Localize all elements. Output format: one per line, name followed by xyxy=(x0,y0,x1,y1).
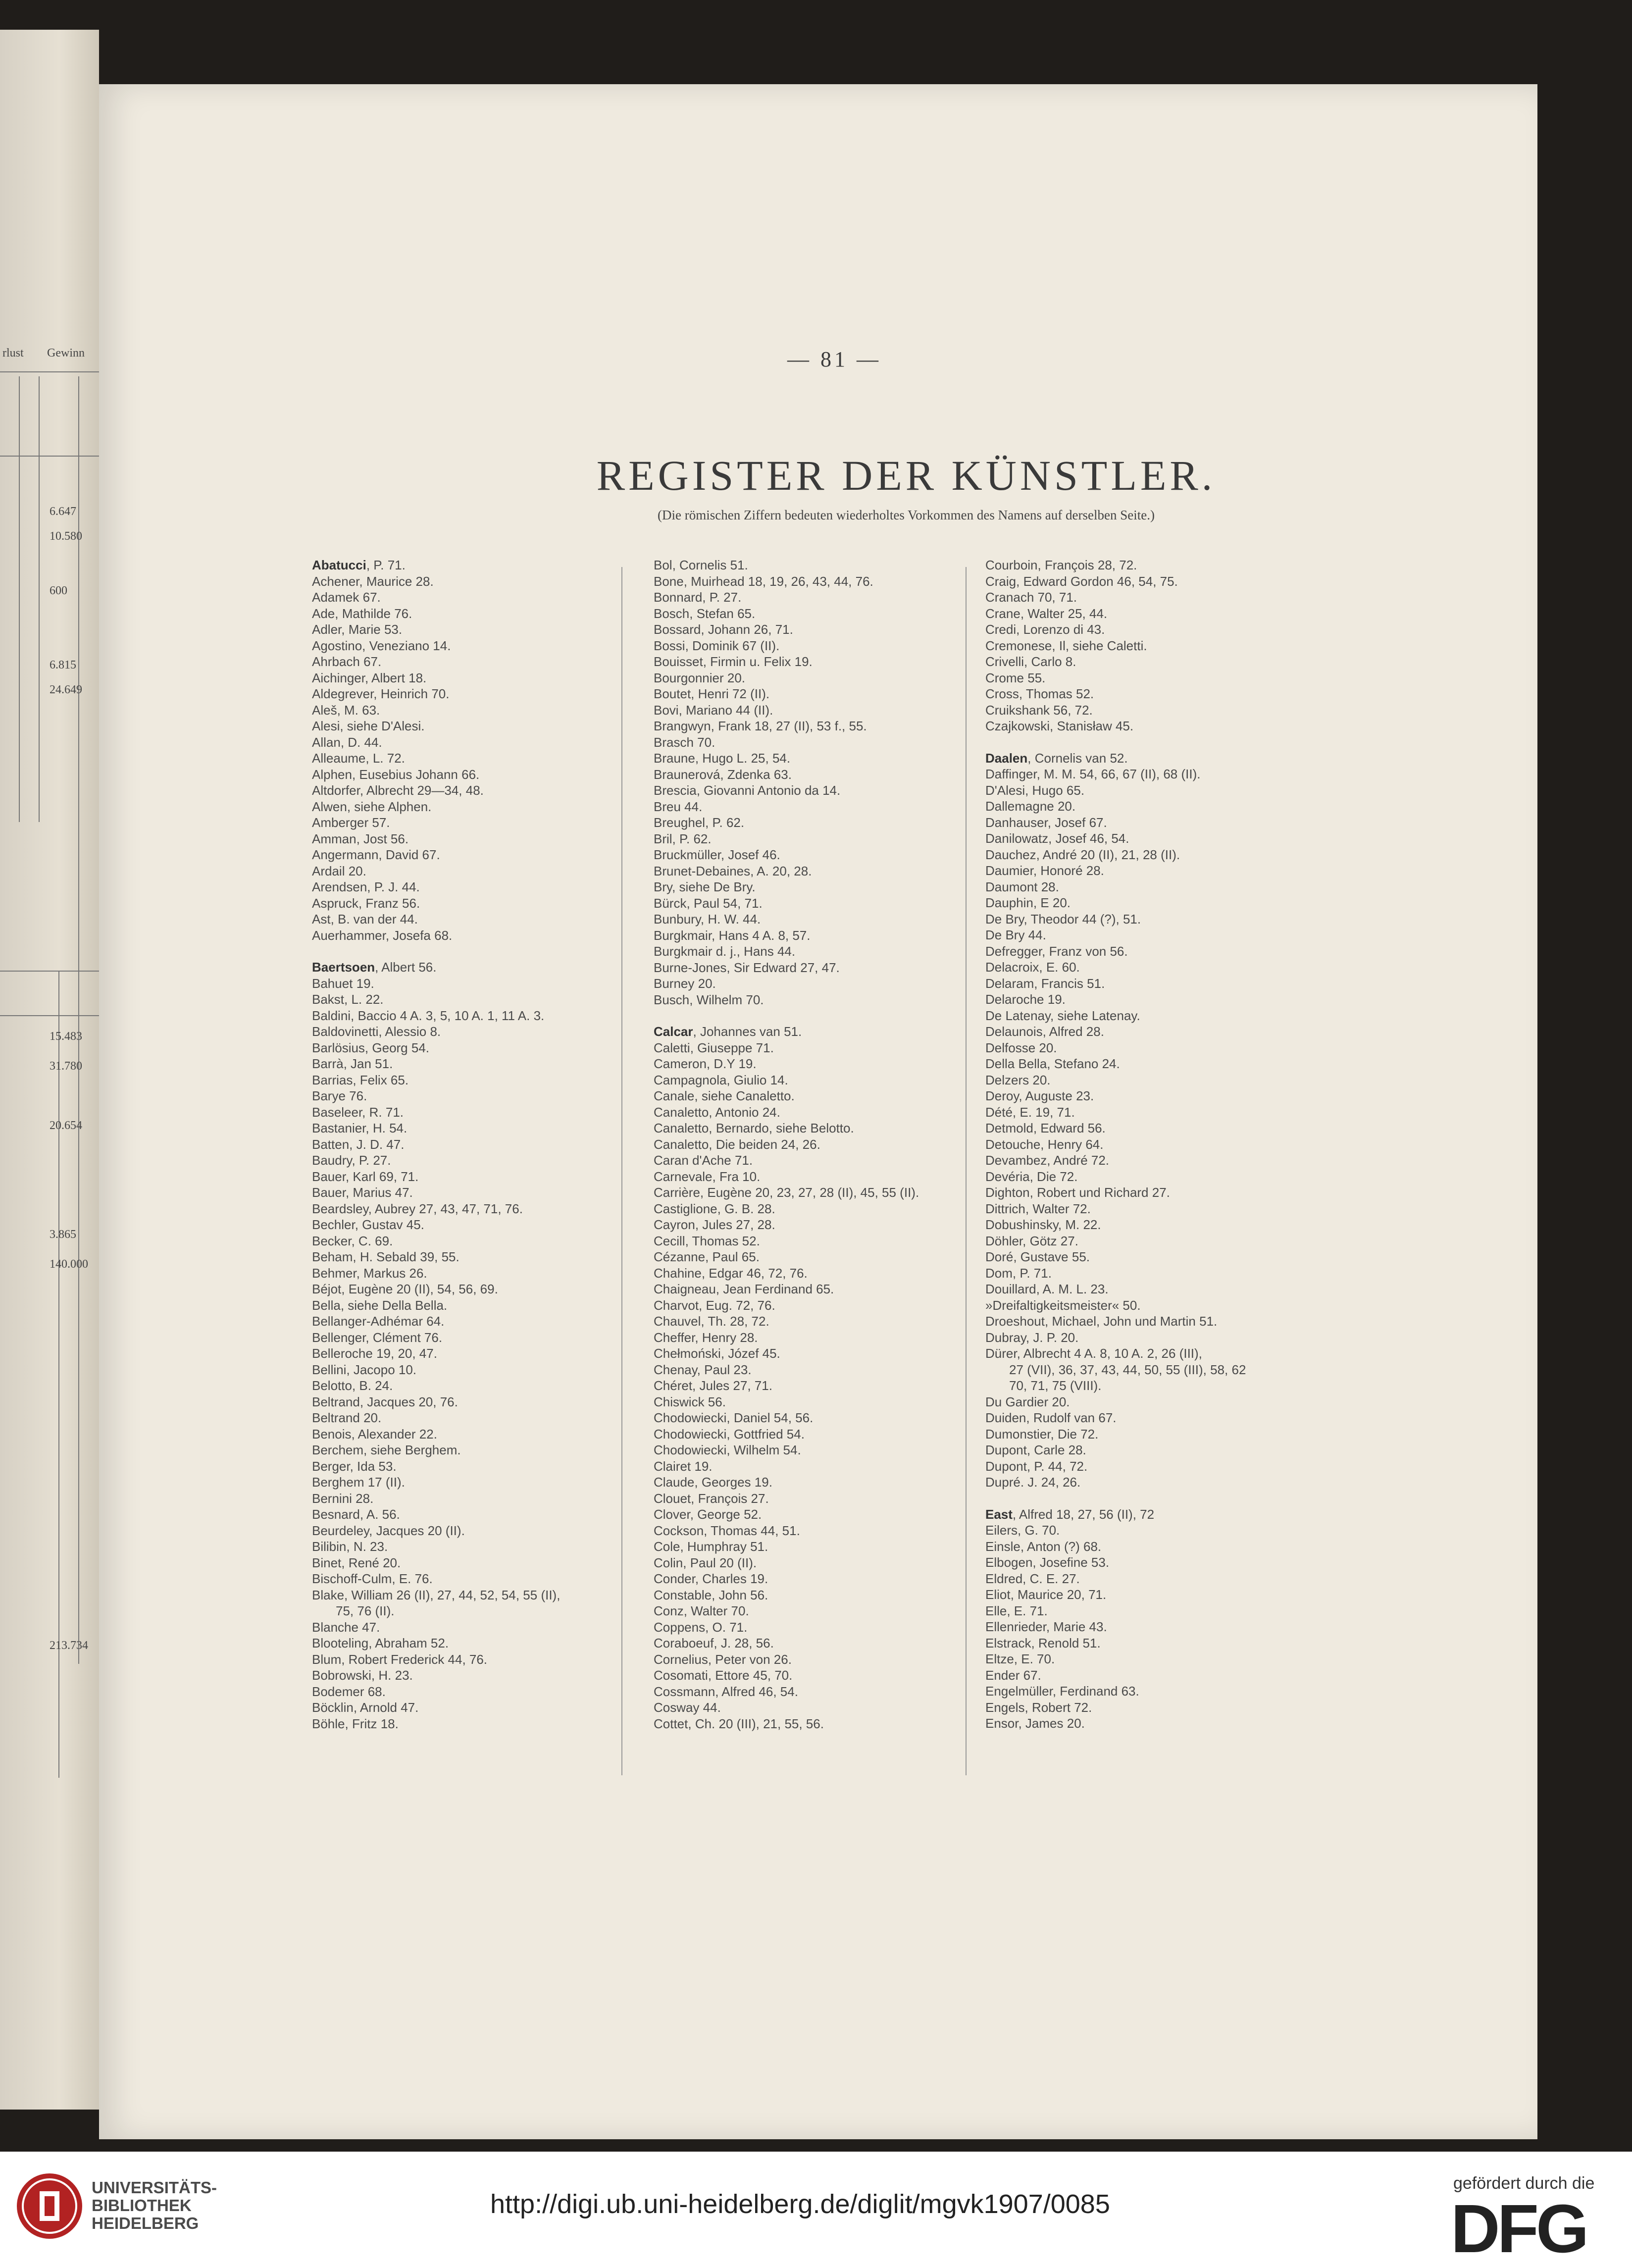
register-entry: Dété, E. 19, 71. xyxy=(985,1104,1075,1120)
register-entry: Böhle, Fritz 18. xyxy=(312,1716,399,1731)
register-entry: De Bry 44. xyxy=(985,928,1046,942)
register-entry: Brangwyn, Frank 18, 27 (II), 53 f., 55. xyxy=(654,719,867,733)
register-entry: Craig, Edward Gordon 46, 54, 75. xyxy=(985,573,1178,589)
register-entry: Clover, George 52. xyxy=(654,1507,762,1522)
register-entry: Barye 76. xyxy=(312,1088,367,1103)
register-entry: Einsle, Anton (?) 68. xyxy=(985,1539,1102,1554)
register-entry: Devambez, André 72. xyxy=(985,1153,1110,1168)
book-page xyxy=(99,84,1537,2139)
register-entry: Cremonese, Il, siehe Caletti. xyxy=(985,638,1147,653)
register-entry: Bol, Cornelis 51. xyxy=(654,558,748,572)
register-entry: Dauphin, E 20. xyxy=(985,895,1071,910)
register-entry: Bourgonnier 20. xyxy=(654,670,746,685)
fragment-value: 24.649 xyxy=(50,683,82,696)
register-column-1 xyxy=(312,557,659,1732)
register-entry: Ahrbach 67. xyxy=(312,654,382,669)
register-entry: Cornelius, Peter von 26. xyxy=(654,1651,792,1667)
register-entry: Benois, Alexander 22. xyxy=(312,1426,437,1442)
register-entry-continuation: 70, 71, 75 (VIII). xyxy=(1009,1378,1102,1393)
register-entry: Constable, John 56. xyxy=(654,1587,768,1602)
register-entry: Chéret, Jules 27, 71. xyxy=(654,1378,772,1393)
register-entry: Czajkowski, Stanisław 45. xyxy=(985,719,1134,733)
register-entry: Bril, P. 62. xyxy=(654,831,712,846)
register-entry: Conz, Walter 70. xyxy=(654,1603,749,1618)
register-entry: Defregger, Franz von 56. xyxy=(985,943,1128,959)
register-entry: Canaletto, Die beiden 24, 26. xyxy=(654,1136,820,1152)
register-entry: Bonnard, P. 27. xyxy=(654,590,742,605)
register-entry: Batten, J. D. 47. xyxy=(312,1136,405,1152)
register-entry: Della Bella, Stefano 24. xyxy=(985,1056,1120,1071)
register-entry: Berger, Ida 53. xyxy=(312,1458,397,1474)
fragment-value: 213.734 xyxy=(50,1639,88,1652)
register-entry-name: East xyxy=(985,1506,1013,1522)
register-entry: Droeshout, Michael, John und Martin 51. xyxy=(985,1314,1218,1329)
register-entry: Béjot, Eugène 20 (II), 54, 56, 69. xyxy=(312,1282,498,1296)
register-entry: Bürck, Paul 54, 71. xyxy=(654,895,763,911)
register-entry: Dittrich, Walter 72. xyxy=(985,1201,1091,1216)
register-entry: Ast, B. van der 44. xyxy=(312,912,418,927)
register-entry: Busch, Wilhelm 70. xyxy=(654,992,764,1007)
register-entry: Caran d'Ache 71. xyxy=(654,1153,753,1168)
footer-bar xyxy=(0,2152,1632,2268)
register-entry: Beham, H. Sebald 39, 55. xyxy=(312,1249,459,1264)
register-entry: Engels, Robert 72. xyxy=(985,1700,1092,1715)
fragment-header: rlust xyxy=(2,347,24,360)
letter-group-gap xyxy=(985,1491,1332,1506)
register-entry-pages: , Alfred 18, 27, 56 (II), 72 xyxy=(1012,1506,1155,1522)
register-entry: Courboin, François 28, 72. xyxy=(985,558,1137,572)
register-entry: Bauer, Karl 69, 71. xyxy=(312,1169,419,1184)
register-entry: Bone, Muirhead 18, 19, 26, 43, 44, 76. xyxy=(654,573,873,589)
register-entry: Eltze, E. 70. xyxy=(985,1651,1055,1666)
register-entry: Dürer, Albrecht 4 A. 8, 10 A. 2, 26 (III), xyxy=(985,1346,1202,1361)
register-entry-pages: , Johannes van 51. xyxy=(693,1024,802,1039)
library-name: UNIVERSITÄTS- BIBLIOTHEK HEIDELBERG xyxy=(92,2178,217,2232)
register-entry: Bruckmüller, Josef 46. xyxy=(654,847,780,862)
register-entry: Clouet, François 27. xyxy=(654,1491,769,1506)
letter-group-gap xyxy=(985,734,1332,750)
register-entry: Dupré. J. 24, 26. xyxy=(985,1475,1081,1490)
register-entry: Cézanne, Paul 65. xyxy=(654,1249,760,1264)
register-entry: Adamek 67. xyxy=(312,590,381,605)
register-entry: Crane, Walter 25, 44. xyxy=(985,606,1108,621)
register-entry: Danilowatz, Josef 46, 54. xyxy=(985,831,1129,846)
register-entry: Campagnola, Giulio 14. xyxy=(654,1072,788,1087)
register-entry: Coraboeuf, J. 28, 56. xyxy=(654,1636,774,1650)
register-entry: Cossmann, Alfred 46, 54. xyxy=(654,1684,798,1699)
svg-text:DFG: DFG xyxy=(1451,2199,1586,2256)
page-title: REGISTER DER KÜNSTLER. xyxy=(596,452,1216,499)
register-entry: Alphen, Eusebius Johann 66. xyxy=(312,767,480,782)
register-entry: Burne-Jones, Sir Edward 27, 47. xyxy=(654,960,840,975)
register-entry: Baseleer, R. 71. xyxy=(312,1104,404,1120)
register-entry: Danhauser, Josef 67. xyxy=(985,815,1107,830)
register-column-2 xyxy=(654,557,1000,1732)
register-entry: Bosch, Stefan 65. xyxy=(654,606,756,621)
register-entry: Aldegrever, Heinrich 70. xyxy=(312,686,450,701)
register-entry: Claude, Georges 19. xyxy=(654,1475,772,1490)
register-entry: »Dreifaltigkeitsmeister« 50. xyxy=(985,1297,1141,1313)
register-entry: Chaigneau, Jean Ferdinand 65. xyxy=(654,1282,834,1296)
register-entry: Ardail 20. xyxy=(312,863,366,878)
register-entry-letter-head xyxy=(985,1506,1332,1523)
register-entry: Bauer, Marius 47. xyxy=(312,1185,413,1200)
register-entry: Besnard, A. 56. xyxy=(312,1507,400,1522)
register-entry: Bouisset, Firmin u. Felix 19. xyxy=(654,654,813,669)
dfg-logo-icon xyxy=(1451,2199,1609,2256)
register-entry: Clairet 19. xyxy=(654,1458,713,1474)
register-entry: Eldred, C. E. 27. xyxy=(985,1571,1080,1586)
permalink-url[interactable]: http://digi.ub.uni-heidelberg.de/diglit/mgvk1907/0085 xyxy=(490,2189,1110,2219)
register-entry-pages: , P. 71. xyxy=(366,558,406,572)
register-entry: Dom, P. 71. xyxy=(985,1265,1052,1281)
register-entry: Crivelli, Carlo 8. xyxy=(985,654,1076,669)
register-entry: Ellenrieder, Marie 43. xyxy=(985,1619,1107,1634)
register-entry: Bossard, Johann 26, 71. xyxy=(654,622,793,637)
register-entry: Elle, E. 71. xyxy=(985,1603,1048,1618)
register-entry: Cockson, Thomas 44, 51. xyxy=(654,1523,800,1538)
register-entry: Chenay, Paul 23. xyxy=(654,1362,752,1377)
column-divider xyxy=(621,567,622,1775)
register-entry: Daffinger, M. M. 54, 66, 67 (II), 68 (II). xyxy=(985,767,1201,781)
register-entry-continuation: 27 (VII), 36, 37, 43, 44, 50, 55 (III), 58, 62 xyxy=(1009,1362,1246,1377)
register-entry: Baldini, Baccio 4 A. 3, 5, 10 A. 1, 11 A. 3. xyxy=(312,1008,545,1023)
register-entry: Eliot, Maurice 20, 71. xyxy=(985,1587,1107,1602)
register-column-3 xyxy=(985,557,1332,1732)
register-entry: Du Gardier 20. xyxy=(985,1394,1070,1409)
register-entry: Behmer, Markus 26. xyxy=(312,1265,427,1281)
register-entry: Conder, Charles 19. xyxy=(654,1571,768,1586)
register-entry-continuation: 75, 76 (II). xyxy=(336,1603,395,1618)
page-number: — 81 — xyxy=(787,347,881,371)
register-entry: Castiglione, G. B. 28. xyxy=(654,1201,775,1216)
register-entry: Berchem, siehe Berghem. xyxy=(312,1443,461,1457)
register-entry: Böcklin, Arnold 47. xyxy=(312,1700,419,1715)
register-entry: Binet, René 20. xyxy=(312,1555,401,1570)
register-entry: Bechler, Gustav 45. xyxy=(312,1217,424,1232)
register-entry: Blum, Robert Frederick 44, 76. xyxy=(312,1651,488,1667)
register-entry-letter-head xyxy=(312,959,659,976)
register-entry: Bahuet 19. xyxy=(312,976,374,991)
register-entry: Boutet, Henri 72 (II). xyxy=(654,686,770,701)
register-entry: Detmold, Edward 56. xyxy=(985,1121,1106,1135)
register-entry: Bossi, Dominik 67 (II). xyxy=(654,638,780,653)
register-entry: Coppens, O. 71. xyxy=(654,1619,748,1635)
register-entry: Braunerová, Zdenka 63. xyxy=(654,767,792,782)
register-entry: Canaletto, Bernardo, siehe Belotto. xyxy=(654,1121,854,1135)
fragment-value: 15.483 xyxy=(50,1030,82,1043)
register-entry: Cameron, D.Y 19. xyxy=(654,1056,757,1071)
register-entry: Chahine, Edgar 46, 72, 76. xyxy=(654,1265,808,1281)
register-entry: Delaram, Francis 51. xyxy=(985,976,1105,991)
register-entry: Delzers 20. xyxy=(985,1072,1051,1087)
letter-group-gap xyxy=(654,1008,1000,1024)
register-entry: Detouche, Henry 64. xyxy=(985,1136,1104,1152)
column-divider xyxy=(966,567,967,1775)
register-entry: Dobushinsky, M. 22. xyxy=(985,1217,1101,1232)
register-entry: Bunbury, H. W. 44. xyxy=(654,912,761,927)
page-subtitle: (Die römischen Ziffern bedeuten wiederholtes Vorkommen des Namens auf derselben Seite.) xyxy=(658,508,1155,522)
register-entry: Cecill, Thomas 52. xyxy=(654,1233,760,1248)
register-entry: Duiden, Rudolf van 67. xyxy=(985,1410,1117,1425)
register-entry: Chodowiecki, Gottfried 54. xyxy=(654,1426,805,1442)
register-entry: Douillard, A. M. L. 23. xyxy=(985,1282,1109,1296)
register-entry: Beltrand 20. xyxy=(312,1410,382,1425)
register-entry: Burgkmair, Hans 4 A. 8, 57. xyxy=(654,928,811,943)
register-entry: Cayron, Jules 27, 28. xyxy=(654,1217,775,1232)
register-entry: Crome 55. xyxy=(985,670,1046,685)
register-entry: Deroy, Auguste 23. xyxy=(985,1088,1094,1103)
register-entry: Dupont, P. 44, 72. xyxy=(985,1458,1088,1474)
register-entry: Daumier, Honoré 28. xyxy=(985,863,1104,878)
register-entry: Bry, siehe De Bry. xyxy=(654,879,756,894)
register-entry: Colin, Paul 20 (II). xyxy=(654,1555,757,1570)
register-entry: Bellini, Jacopo 10. xyxy=(312,1362,417,1377)
register-entry: Baldovinetti, Alessio 8. xyxy=(312,1024,441,1039)
register-entry: Cottet, Ch. 20 (III), 21, 55, 56. xyxy=(654,1716,824,1731)
register-entry: Berghem 17 (II). xyxy=(312,1475,405,1490)
register-entry: D'Alesi, Hugo 65. xyxy=(985,782,1085,798)
register-entry: Breughel, P. 62. xyxy=(654,815,745,830)
register-entry-pages: , Albert 56. xyxy=(375,960,437,975)
register-entry: Delfosse 20. xyxy=(985,1040,1057,1055)
register-entry-name: Abatucci xyxy=(312,558,366,572)
register-entry: Barlösius, Georg 54. xyxy=(312,1040,430,1055)
fragment-value: 6.647 xyxy=(50,505,76,518)
register-entry: Caletti, Giuseppe 71. xyxy=(654,1040,774,1055)
register-entry: De Latenay, siehe Latenay. xyxy=(985,1008,1140,1023)
fragment-value: 31.780 xyxy=(50,1060,82,1073)
register-entry: Cosomati, Ettore 45, 70. xyxy=(654,1668,793,1683)
register-entry: Doré, Gustave 55. xyxy=(985,1249,1090,1264)
register-entry: Bilibin, N. 23. xyxy=(312,1539,388,1554)
register-entry-name: Daalen xyxy=(985,750,1028,766)
fragment-value: 140.000 xyxy=(50,1258,88,1271)
register-entry: Burney 20. xyxy=(654,976,716,991)
register-entry: Alwen, siehe Alphen. xyxy=(312,799,432,814)
register-entry: Ade, Mathilde 76. xyxy=(312,606,412,621)
register-entry: Dallemagne 20. xyxy=(985,799,1076,814)
register-entry: Bernini 28. xyxy=(312,1491,374,1506)
register-entry: Daumont 28. xyxy=(985,879,1059,894)
register-entry: Angermann, David 67. xyxy=(312,847,440,862)
register-entry: Beardsley, Aubrey 27, 43, 47, 71, 76. xyxy=(312,1201,523,1216)
register-entry: Belotto, B. 24. xyxy=(312,1378,393,1393)
register-entry: Delaunois, Alfred 28. xyxy=(985,1024,1104,1039)
register-entry: Barrà, Jan 51. xyxy=(312,1056,393,1071)
register-entry-pages: , Cornelis van 52. xyxy=(1027,750,1128,766)
register-entry: Braune, Hugo L. 25, 54. xyxy=(654,751,791,766)
fragment-header: Gewinn xyxy=(47,347,85,360)
register-entry: Credi, Lorenzo di 43. xyxy=(985,622,1105,637)
register-entry: Aspruck, Franz 56. xyxy=(312,895,420,911)
fragment-value: 3.865 xyxy=(50,1228,76,1241)
register-entry: Achener, Maurice 28. xyxy=(312,573,434,589)
register-entry: Baudry, P. 27. xyxy=(312,1153,391,1168)
register-entry: Blake, William 26 (II), 27, 44, 52, 54, 55 (II), xyxy=(312,1587,561,1602)
register-entry: Bellanger-Adhémar 64. xyxy=(312,1314,445,1329)
register-entry: Eilers, G. 70. xyxy=(985,1523,1060,1538)
register-entry: Cosway 44. xyxy=(654,1700,721,1715)
register-entry: Cruikshank 56, 72. xyxy=(985,702,1093,718)
fragment-value: 10.580 xyxy=(50,530,82,543)
register-entry: Delaroche 19. xyxy=(985,992,1066,1007)
register-entry: Dupont, Carle 28. xyxy=(985,1443,1086,1457)
register-entry: Cross, Thomas 52. xyxy=(985,686,1094,701)
register-entry: Bakst, L. 22. xyxy=(312,992,384,1007)
register-entry: Bella, siehe Della Bella. xyxy=(312,1297,448,1313)
fragment-value: 6.815 xyxy=(50,659,76,671)
register-entry: Becker, C. 69. xyxy=(312,1233,393,1248)
fragment-value: 20.654 xyxy=(50,1119,82,1132)
register-entry: Brunet-Debaines, A. 20, 28. xyxy=(654,863,812,878)
register-entry: Altdorfer, Albrecht 29—34, 48. xyxy=(312,783,484,798)
register-entry: Breu 44. xyxy=(654,799,703,814)
register-entry: Chodowiecki, Daniel 54, 56. xyxy=(654,1410,814,1425)
register-entry: Bischoff-Culm, E. 76. xyxy=(312,1571,433,1586)
register-entry: Amman, Jost 56. xyxy=(312,831,409,846)
register-entry: Agostino, Veneziano 14. xyxy=(312,638,451,653)
register-entry: Chodowiecki, Wilhelm 54. xyxy=(654,1443,801,1457)
register-entry: Chełmoński, Józef 45. xyxy=(654,1346,780,1361)
register-entry: Brescia, Giovanni Antonio da 14. xyxy=(654,783,841,798)
register-entry: Bovi, Mariano 44 (II). xyxy=(654,702,773,718)
register-entry: Cole, Humphray 51. xyxy=(654,1539,768,1554)
register-entry: Chauvel, Th. 28, 72. xyxy=(654,1314,769,1329)
register-entry: Bastanier, H. 54. xyxy=(312,1121,408,1135)
register-entry: Elstrack, Renold 51. xyxy=(985,1635,1101,1650)
fragment-value: 600 xyxy=(50,584,67,597)
register-entry: Cranach 70, 71. xyxy=(985,590,1077,605)
register-entry-name: Calcar xyxy=(654,1024,693,1039)
register-entry: Bobrowski, H. 23. xyxy=(312,1668,413,1683)
register-entry: Delacroix, E. 60. xyxy=(985,960,1080,975)
register-entry: Bellenger, Clément 76. xyxy=(312,1330,443,1345)
register-entry: Barrias, Felix 65. xyxy=(312,1072,409,1087)
register-entry: Alesi, siehe D'Alesi. xyxy=(312,719,425,733)
letter-group-gap xyxy=(312,943,659,959)
register-entry: Dubray, J. P. 20. xyxy=(985,1330,1079,1345)
register-entry: Adler, Marie 53. xyxy=(312,622,403,637)
register-entry: Carnevale, Fra 10. xyxy=(654,1169,761,1184)
register-entry: Brasch 70. xyxy=(654,734,715,750)
register-entry-letter-head xyxy=(985,750,1332,767)
register-entry: Chiswick 56. xyxy=(654,1394,726,1409)
register-entry: Elbogen, Josefine 53. xyxy=(985,1555,1110,1570)
register-entry: Belleroche 19, 20, 47. xyxy=(312,1346,437,1361)
register-entry: Carrière, Eugène 20, 23, 27, 28 (II), 45, 55 (II). xyxy=(654,1185,919,1200)
register-entry: Bodemer 68. xyxy=(312,1684,386,1699)
register-entry: Döhler, Götz 27. xyxy=(985,1233,1078,1248)
register-entry: Arendsen, P. J. 44. xyxy=(312,879,420,894)
register-entry: Amberger 57. xyxy=(312,815,390,830)
register-entry: Allan, D. 44. xyxy=(312,734,382,750)
register-entry: Charvot, Eug. 72, 76. xyxy=(654,1297,775,1313)
register-entry: Canaletto, Antonio 24. xyxy=(654,1104,780,1120)
funded-by-label: gefördert durch die xyxy=(1453,2174,1595,2193)
register-entry: Burgkmair d. j., Hans 44. xyxy=(654,944,796,959)
register-entry-letter-head xyxy=(654,1024,1000,1040)
register-entry: Canale, siehe Canaletto. xyxy=(654,1088,795,1103)
register-entry: Blooteling, Abraham 52. xyxy=(312,1636,449,1650)
register-entry: Ensor, James 20. xyxy=(985,1716,1085,1731)
register-entry-letter-head xyxy=(312,557,659,573)
register-entry: Dauchez, André 20 (II), 21, 28 (II). xyxy=(985,847,1180,862)
register-entry: De Bry, Theodor 44 (?), 51. xyxy=(985,911,1141,927)
register-entry: Alleaume, L. 72. xyxy=(312,751,405,766)
register-entry: Beurdeley, Jacques 20 (II). xyxy=(312,1523,465,1538)
register-entry: Engelmüller, Ferdinand 63. xyxy=(985,1684,1139,1699)
register-entry: Cheffer, Henry 28. xyxy=(654,1330,758,1345)
register-entry: Beltrand, Jacques 20, 76. xyxy=(312,1394,458,1409)
register-entry-name: Baertsoen xyxy=(312,960,375,975)
register-entry: Ender 67. xyxy=(985,1667,1041,1683)
register-entry: Aleš, M. 63. xyxy=(312,702,380,718)
register-entry: Devéria, Die 72. xyxy=(985,1169,1078,1184)
register-entry: Blanche 47. xyxy=(312,1619,380,1635)
register-entry: Dumonstier, Die 72. xyxy=(985,1426,1099,1442)
register-entry: Auerhammer, Josefa 68. xyxy=(312,928,453,943)
adjacent-page-edge xyxy=(0,30,99,2110)
university-seal-icon xyxy=(15,2171,84,2241)
register-entry: Dighton, Robert und Richard 27. xyxy=(985,1185,1170,1200)
register-entry: Aichinger, Albert 18. xyxy=(312,670,427,685)
